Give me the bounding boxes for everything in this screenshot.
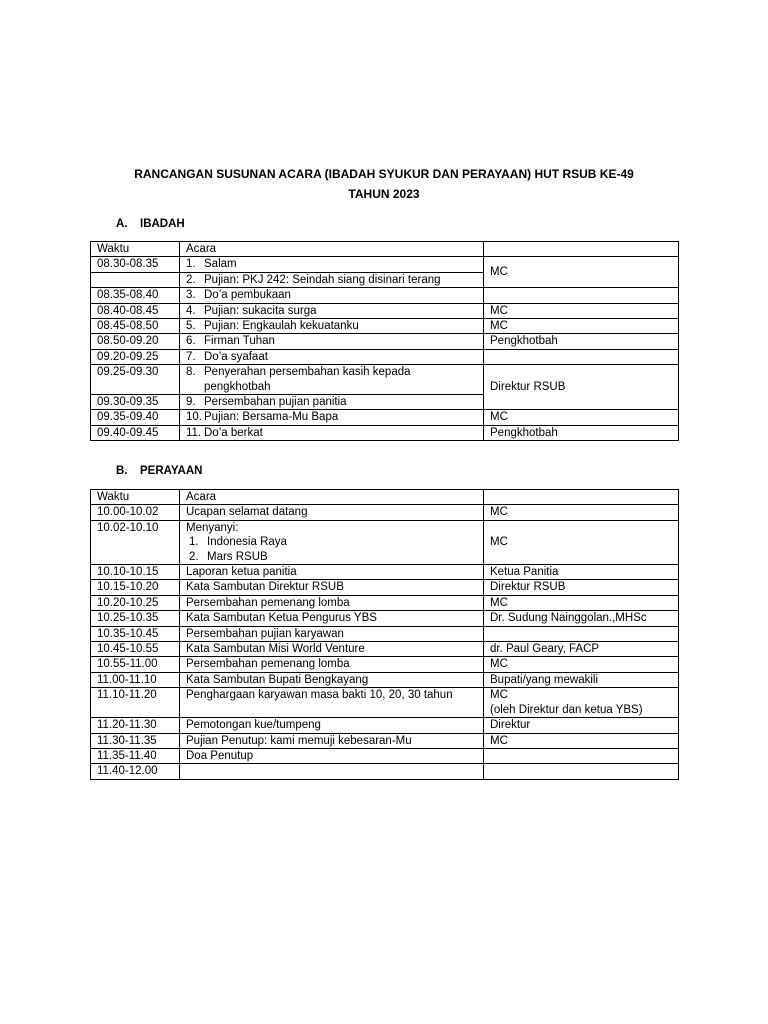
pj-cell: dr. Paul Geary, FACP (484, 642, 679, 657)
waktu-cell: 10.20-10.25 (91, 595, 180, 610)
acara-text: Do’a pembukaan (204, 289, 291, 302)
acara-text: Firman Tuhan (204, 335, 275, 348)
acara-cell: Kata Sambutan Bupati Bengkayang (180, 672, 484, 687)
acara-cell: Pemotongan kue/tumpeng (180, 718, 484, 733)
waktu-cell: 10.10-10.15 (91, 565, 180, 580)
pj-cell: Direktur RSUB (484, 580, 679, 595)
waktu-cell: 08.40-08.45 (91, 303, 180, 318)
item-number: 7. (186, 350, 196, 363)
table-header-row (91, 242, 679, 257)
table-row (91, 718, 679, 733)
acara-cell: Ucapan selamat datang (180, 505, 484, 520)
acara-cell: Persembahan pemenang lomba (180, 657, 484, 672)
acara-cell (180, 303, 484, 318)
pj-cell: MC (484, 595, 679, 610)
pj-cell: MC (484, 505, 679, 520)
pj-cell: MC (484, 733, 679, 748)
waktu-cell: 10.55-11.00 (91, 657, 180, 672)
waktu-cell: 11.30-11.35 (91, 733, 180, 748)
section-letter: A. (116, 218, 128, 230)
waktu-cell: 08.50-09.20 (91, 334, 180, 349)
table-row (91, 733, 679, 748)
item-number: 1. (189, 536, 199, 549)
table-header-row (91, 490, 679, 505)
item-number: 5. (186, 320, 196, 333)
acara-cell (180, 395, 484, 410)
acara-cell: Laporan ketua panitia (180, 565, 484, 580)
pj-cell: MC (484, 520, 679, 564)
acara-cell (180, 272, 484, 287)
waktu-cell: 11.00-11.10 (91, 672, 180, 687)
title-line-2: TAHUN 2023 (348, 187, 420, 201)
pj-cell (484, 349, 679, 364)
table-row (91, 626, 679, 641)
item-number: 3. (186, 289, 196, 302)
header-acara: Acara (180, 490, 484, 505)
acara-cell (180, 319, 484, 334)
waktu-cell: 09.40-09.45 (91, 425, 180, 440)
acara-text: Pujian: PKJ 242: Seindah siang disinari terang (204, 273, 441, 286)
section-heading-perayaan (116, 465, 202, 477)
acara-cell (180, 425, 484, 440)
header-waktu: Waktu (91, 490, 180, 505)
acara-cell (180, 288, 484, 303)
table-row (91, 303, 679, 318)
acara-cell: Pujian Penutup: kami memuji kebesaran-Mu (180, 733, 484, 748)
section-letter: B. (116, 465, 128, 477)
item-number: 6. (186, 335, 196, 348)
pj-cell: MC (484, 257, 679, 288)
table-row (91, 657, 679, 672)
acara-cell: Persembahan pujian karyawan (180, 626, 484, 641)
acara-cell (180, 410, 484, 425)
pj-cell: Pengkhotbah (484, 425, 679, 440)
waktu-cell: 09.25-09.30 (91, 365, 180, 395)
waktu-cell: 08.45-08.50 (91, 319, 180, 334)
acara-cell (180, 349, 484, 364)
item-text: Mars RSUB (207, 550, 268, 563)
acara-text: Menyanyi: (186, 521, 239, 534)
acara-cell: Kata Sambutan Ketua Pengurus YBS (180, 611, 484, 626)
waktu-cell: 11.35-11.40 (91, 748, 180, 763)
waktu-cell: 10.15-10.20 (91, 580, 180, 595)
header-waktu: Waktu (91, 242, 180, 257)
table-row (91, 565, 679, 580)
table-row (91, 334, 679, 349)
pj-cell: Bupati/yang mewakili (484, 672, 679, 687)
pj-cell: Dr. Sudung Nainggolan.,MHSc (484, 611, 679, 626)
header-pj (484, 242, 679, 257)
table-row (91, 349, 679, 364)
waktu-cell: 10.02-10.10 (91, 520, 180, 564)
waktu-cell: 09.35-09.40 (91, 410, 180, 425)
item-number: 1. (186, 258, 196, 271)
acara-cell (180, 365, 484, 395)
pj-cell: Direktur (484, 718, 679, 733)
acara-cell: Penghargaan karyawan masa bakti 10, 20, 30 tahun (180, 688, 484, 718)
waktu-cell: 11.10-11.20 (91, 688, 180, 718)
acara-text: Pujian: Engkaulah kekuatanku (204, 320, 359, 333)
acara-text: Pujian: sukacita surga (204, 304, 317, 317)
acara-cell (180, 257, 484, 272)
pj-cell (484, 748, 679, 763)
list-item (186, 550, 477, 564)
pj-cell: MC (484, 657, 679, 672)
pj-cell: MC (484, 319, 679, 334)
waktu-cell: 10.25-10.35 (91, 611, 180, 626)
table-row (91, 425, 679, 440)
waktu-cell: 08.30-08.35 (91, 257, 180, 272)
item-number: 8. (186, 366, 196, 379)
acara-text: Salam (204, 258, 237, 271)
document-title (90, 164, 678, 204)
acara-text: Do’a berkat (204, 426, 263, 439)
acara-cell: Kata Sambutan Misi World Venture (180, 642, 484, 657)
pj-text-continued: (oleh Direktur dan ketua YBS) (490, 703, 643, 716)
acara-text-continued: pengkhotbah (204, 380, 271, 393)
table-row (91, 642, 679, 657)
acara-cell (180, 764, 484, 779)
perayaan-table (90, 489, 679, 780)
table-row (91, 611, 679, 626)
table-row (91, 595, 679, 610)
acara-cell: Kata Sambutan Direktur RSUB (180, 580, 484, 595)
table-row (91, 520, 679, 564)
table-row (91, 672, 679, 687)
acara-cell (180, 520, 484, 564)
item-number: 4. (186, 304, 196, 317)
pj-cell: Pengkhotbah (484, 334, 679, 349)
waktu-cell: 11.20-11.30 (91, 718, 180, 733)
table-row (91, 688, 679, 718)
waktu-cell: 09.20-09.25 (91, 349, 180, 364)
table-row (91, 365, 679, 395)
pj-cell: MC (484, 410, 679, 425)
section-name: PERAYAAN (140, 465, 203, 477)
title-line-1: RANCANGAN SUSUNAN ACARA (IBADAH SYUKUR DAN PERAYAAN) HUT RSUB KE-49 (134, 167, 634, 181)
acara-text: Do’a syafaat (204, 350, 268, 363)
table-row (91, 764, 679, 779)
pj-cell (484, 688, 679, 718)
item-number: 2. (189, 550, 199, 563)
section-heading-ibadah (116, 218, 185, 230)
header-pj (484, 490, 679, 505)
pj-cell (484, 626, 679, 641)
pj-text: MC (490, 689, 508, 702)
waktu-cell: 10.45-10.55 (91, 642, 180, 657)
table-row (91, 410, 679, 425)
waktu-cell: 10.00-10.02 (91, 505, 180, 520)
table-row (91, 580, 679, 595)
pj-cell (484, 764, 679, 779)
table-row (91, 257, 679, 272)
pj-cell: MC (484, 303, 679, 318)
item-number: 11. (186, 426, 202, 439)
pj-cell: Direktur RSUB (484, 365, 679, 410)
table-row (91, 748, 679, 763)
item-text: Indonesia Raya (207, 536, 287, 549)
table-row (91, 319, 679, 334)
waktu-cell: 10.35-10.45 (91, 626, 180, 641)
header-acara: Acara (180, 242, 484, 257)
item-number: 9. (186, 396, 196, 409)
section-name: IBADAH (140, 218, 185, 230)
acara-text: Persembahan pujian panitia (204, 396, 347, 409)
waktu-cell: 09.30-09.35 (91, 395, 180, 410)
list-item (186, 535, 477, 549)
acara-cell (180, 334, 484, 349)
table-row (91, 505, 679, 520)
waktu-cell (91, 272, 180, 287)
table-row (91, 288, 679, 303)
waktu-cell: 08.35-08.40 (91, 288, 180, 303)
waktu-cell: 11.40-12.00 (91, 764, 180, 779)
item-number: 10. (186, 411, 202, 424)
item-number: 2. (186, 273, 196, 286)
acara-text: Pujian: Bersama-Mu Bapa (204, 411, 339, 424)
acara-cell: Doa Penutup (180, 748, 484, 763)
pj-cell (484, 288, 679, 303)
acara-cell: Persembahan pemenang lomba (180, 595, 484, 610)
pj-cell: Ketua Panitia (484, 565, 679, 580)
acara-text: Penyerahan persembahan kasih kepada (204, 366, 411, 379)
ibadah-table (90, 241, 679, 441)
